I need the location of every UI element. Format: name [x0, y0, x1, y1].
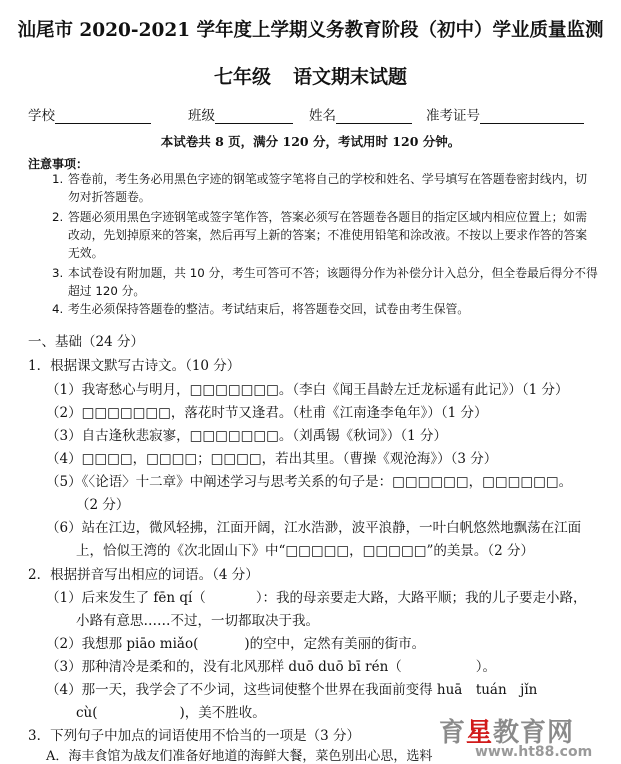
note-text: 答题必须用黑色字迹钢笔或签字笔作答，答案必须写在答题卷各题目的指定区域内相应位置上；如需改动，先划掉原来的答案，然后再写上新的答案；不准使用铅笔和涂改液。不按以上要求作答的答案无效。: [68, 210, 588, 260]
exam-number-label: 准考证号: [426, 108, 480, 124]
grade-label: 七年级: [213, 66, 271, 88]
note-item: [52, 300, 598, 318]
question-2-item: [46, 632, 425, 652]
item-text: ）。: [475, 659, 497, 675]
note-text: 考生必须保持答题卷的整洁。考试结束后，将答题卷交回，试卷由考生保管。: [68, 302, 470, 316]
item-text: )的空中，定然有美丽的街市。: [244, 636, 426, 652]
pinyin-prompt: cù(: [76, 705, 98, 721]
exam-number-blank[interactable]: [480, 109, 584, 124]
school-label: 学校: [28, 108, 55, 124]
pinyin-prompt: （1）后来发生了 fēn qí（: [46, 590, 206, 606]
site-watermark: [419, 712, 619, 758]
question-1-item: （2）□□□□□□□，落花时节又逢君。（杜甫《江南逢李龟年》）（1 分）: [46, 405, 488, 421]
question-2-item: （4）那一天，我学会了不少词，这些词使整个世界在我面前变得 huā tuán jǐn: [46, 682, 538, 698]
pinyin-prompt: （3）那种清冷是柔和的，没有北风那样 duō duō bī rén（: [46, 659, 402, 675]
note-item: [52, 264, 598, 300]
name-label: 姓名: [309, 108, 336, 124]
class-field[interactable]: [188, 104, 293, 124]
section-title: 一、基础（24 分）: [28, 334, 144, 350]
question-3-stem: 3．下列句子中加点的词语使用不恰当的一项是（3 分）: [28, 728, 360, 744]
school-field[interactable]: [28, 104, 151, 124]
item-text: ）：我的母亲要走大路，大路平顺；我的儿子要走小路，: [255, 590, 587, 606]
note-number: 2.: [52, 210, 64, 224]
question-2-stem: 2．根据拼音写出相应的词语。（4 分）: [28, 567, 259, 583]
notes-heading: 注意事项：: [28, 157, 89, 171]
question-1-item: （2 分）: [76, 497, 130, 513]
question-2-item: 小路有意思……不过，一切都取决于我。: [76, 613, 319, 629]
school-blank[interactable]: [55, 109, 151, 124]
note-number: 3.: [52, 266, 64, 280]
question-1-item: 上，恰似王湾的《次北固山下》中“□□□□□，□□□□□”的美景。（2 分）: [76, 543, 534, 559]
name-blank[interactable]: [336, 109, 412, 124]
note-item: [52, 170, 598, 206]
question-2-item: [76, 701, 266, 721]
watermark-star: 星: [466, 718, 494, 748]
watermark-url: www.ht88.com: [475, 744, 593, 760]
watermark-brand: 育星教育网: [439, 718, 575, 748]
note-text: 本试卷设有附加题，共 10 分，考生可答可不答；该题得分作为补偿分计入总分，但全卷最后得分不得超过 120 分。: [68, 266, 598, 298]
student-info-row: [28, 104, 598, 124]
note-text: 答卷前，考生务必用黑色字迹的钢笔或签字笔将自己的学校和姓名、学号填写在答题卷密封线内，切勿对折答题卷。: [68, 172, 588, 204]
question-1-item: （1）我寄愁心与明月，□□□□□□□。（李白《闻王昌龄左迁龙标遥有此记》）（1 分）: [46, 382, 569, 398]
question-1-stem: 1．根据课文默写古诗文。（10 分）: [28, 358, 241, 374]
note-number: 4.: [52, 302, 64, 316]
item-text: )，美不胜收。: [179, 705, 266, 721]
class-blank[interactable]: [215, 109, 293, 124]
subject-label: 语文期末试题: [293, 66, 408, 88]
question-2-item: [46, 586, 587, 606]
question-1-item: （6）站在江边，微风轻拂，江面开阔，江水浩渺，波平浪静，一叶白帆悠然地飘荡在江面: [46, 520, 582, 536]
pinyin-prompt: （2）我想那 piāo miǎo(: [46, 636, 199, 652]
question-1-item: （4）□□□□，□□□□；□□□□，若出其里。（曹操《观沧海》）（3 分）: [46, 451, 498, 467]
exam-summary: 本试卷共 8 页，满分 120 分，考试用时 120 分钟。: [160, 134, 461, 149]
class-label: 班级: [188, 108, 215, 124]
note-item: [52, 208, 598, 262]
name-field[interactable]: [309, 104, 412, 124]
exam-title: 汕尾市 2020-2021 学年度上学期义务教育阶段（初中）学业质量监测: [17, 20, 604, 41]
question-3-option-a: A．海丰食馆为战友们准备好地道的海鲜大餐，菜色别出心思，选料: [46, 749, 433, 764]
exam-number-field[interactable]: [426, 104, 584, 124]
question-1-item: （5）《〈论语〉十二章》中阐述学习与思考关系的句子是：□□□□□□，□□□□□□。: [46, 474, 573, 490]
question-1-item: （3）自古逢秋悲寂寥，□□□□□□□。（刘禹锡《秋词》）（1 分）: [46, 428, 448, 444]
question-2-item: [46, 655, 496, 675]
exam-subtitle: [0, 62, 621, 89]
note-number: 1.: [52, 172, 64, 186]
